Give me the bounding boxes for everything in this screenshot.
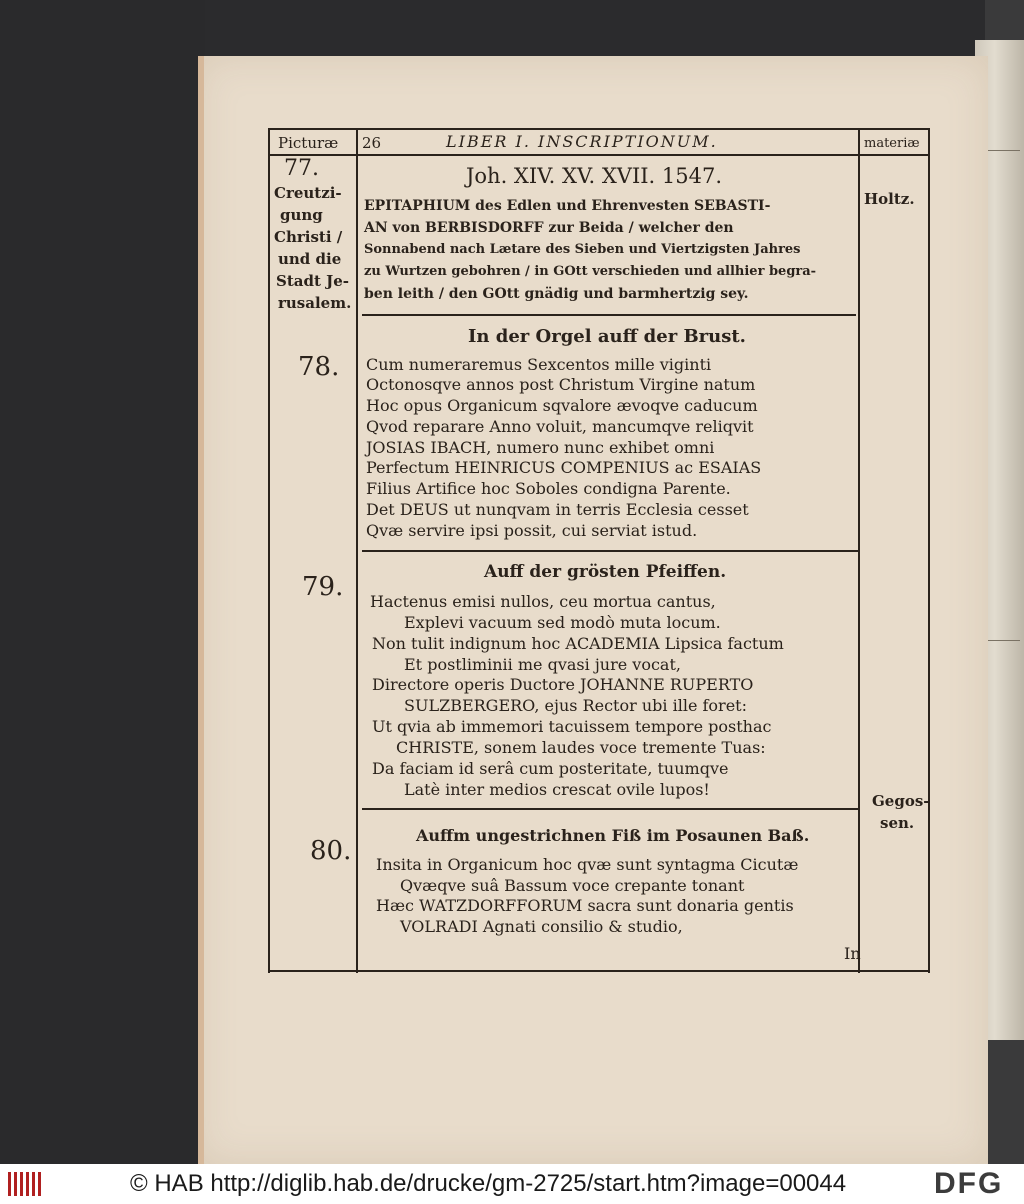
entry-title-80: Auffm ungestrichnen Fiß im Posaunen Baß.	[416, 826, 810, 845]
entry-77-line1: EPITAPHIUM des Edlen und Ehrenvesten SEBASTI-	[364, 198, 771, 214]
margin-note-77-line5: Stadt Je-	[276, 272, 349, 290]
bottom-rule	[268, 970, 930, 972]
dfg-logo: DFG	[934, 1167, 1004, 1200]
entry-77-line5: ben leith / den GOtt gnädig und barmhertzig sey.	[364, 286, 749, 302]
entry-79-line3: Non tulit indignum hoc ACADEMIA Lipsica factum	[372, 634, 784, 653]
entry-title-79: Auff der grösten Pfeiffen.	[484, 562, 727, 582]
header-right-label: materiæ	[864, 136, 920, 151]
entry-78-line8: Det DEUS ut nunqvam in terris Ecclesia cesset	[366, 500, 749, 519]
entry-number-77: 77.	[284, 156, 319, 181]
entry-divider-2	[362, 550, 858, 552]
margin-note-77-line3: Christi /	[274, 228, 343, 246]
catchword: In	[844, 944, 861, 963]
entry-77-line3: Sonnabend nach Lætare des Sieben und Viertzigsten Jahres	[364, 242, 801, 257]
right-border	[928, 128, 930, 973]
entry-80-line3: Hæc WATZDORFFORUM sacra sunt donaria gentis	[376, 896, 794, 915]
entry-79-line2: Explevi vacuum sed modò muta locum.	[404, 613, 721, 632]
page-number: 26	[362, 134, 382, 152]
entry-77-line2: AN von BERBISDORFF zur Beida / welcher den	[364, 220, 734, 236]
entry-79-line6: SULZBERGERO, ejus Rector ubi ille foret:	[404, 696, 747, 715]
margin-note-77-line6: rusalem.	[278, 294, 352, 312]
entry-80-line2: Qvæqve suâ Bassum voce crepante tonant	[400, 876, 745, 895]
entry-divider-3	[362, 808, 860, 810]
entry-80-line4: VOLRADI Agnati consilio & studio,	[400, 917, 683, 936]
right-column-rule	[858, 128, 860, 973]
entry-79-line9: Da faciam id serâ cum posteritate, tuumqve	[372, 759, 729, 778]
entry-79-line10: Latè inter medios crescat ovile lupos!	[404, 780, 710, 799]
entry-78-line4: Qvod reparare Anno voluit, mancumqve reliqvit	[366, 417, 754, 436]
entry-79-line4: Et postliminii me qvasi jure vocat,	[404, 655, 681, 674]
entry-79-line7: Ut qvia ab immemori tacuissem tempore posthac	[372, 717, 772, 736]
entry-divider-1	[362, 314, 856, 316]
page-edge	[198, 56, 204, 1164]
entry-78-line6: Perfectum HEINRICUS COMPENIUS ac ESAIAS	[366, 458, 762, 477]
margin-right-80-line2: sen.	[880, 814, 915, 832]
scan-background-left	[0, 0, 205, 1164]
header-rule-bottom	[268, 154, 930, 156]
entry-number-79: 79.	[302, 572, 344, 602]
entry-78-line5: JOSIAS IBACH, numero nunc exhibet omni	[366, 438, 715, 457]
header-left-label: Picturæ	[278, 134, 339, 152]
margin-note-77-line1: Creutzi-	[274, 184, 342, 202]
margin-note-77-line2: gung	[280, 206, 323, 224]
entry-78-line2: Octonosqve annos post Christum Virgine natum	[366, 375, 756, 394]
left-column-rule	[356, 128, 358, 973]
entry-79-line5: Directore operis Ductore JOHANNE RUPERTO	[372, 675, 754, 694]
entry-78-line9: Qvæ servire ipsi possit, cui serviat istud.	[366, 521, 698, 540]
margin-right-80-line1: Gegos-	[872, 792, 930, 810]
entry-79-line1: Hactenus emisi nullos, ceu mortua cantus,	[370, 592, 716, 611]
margin-right-77: Holtz.	[864, 190, 915, 208]
margin-note-77-line4: und die	[278, 250, 342, 268]
copyright-url[interactable]: © HAB http://diglib.hab.de/drucke/gm-2725/start.htm?image=00044	[130, 1170, 847, 1197]
entry-number-80: 80.	[310, 836, 352, 866]
entry-title-77: Joh. XIV. XV. XVII. 1547.	[466, 164, 722, 188]
entry-78-line7: Filius Artifice hoc Soboles condigna Parente.	[366, 479, 731, 498]
entry-title-78: In der Orgel auff der Brust.	[468, 326, 746, 347]
footer-bar	[0, 1164, 1024, 1204]
entry-80-line1: Insita in Organicum hoc qvæ sunt syntagma Cicutæ	[376, 855, 799, 874]
entry-79-line8: CHRISTE, sonem laudes voce tremente Tuas:	[396, 738, 766, 757]
entry-number-78: 78.	[298, 352, 340, 382]
left-border	[268, 128, 270, 973]
hab-library-icon	[6, 1168, 46, 1200]
header-rule-top	[268, 128, 930, 130]
entry-77-line4: zu Wurtzen gebohren / in GOtt verschieden und allhier begra-	[364, 264, 817, 279]
entry-78-line3: Hoc opus Organicum sqvalore ævoqve caducum	[366, 396, 758, 415]
entry-78-line1: Cum numeraremus Sexcentos mille viginti	[366, 355, 712, 374]
running-title: LIBER I. INSCRIPTIONUM.	[446, 132, 718, 151]
